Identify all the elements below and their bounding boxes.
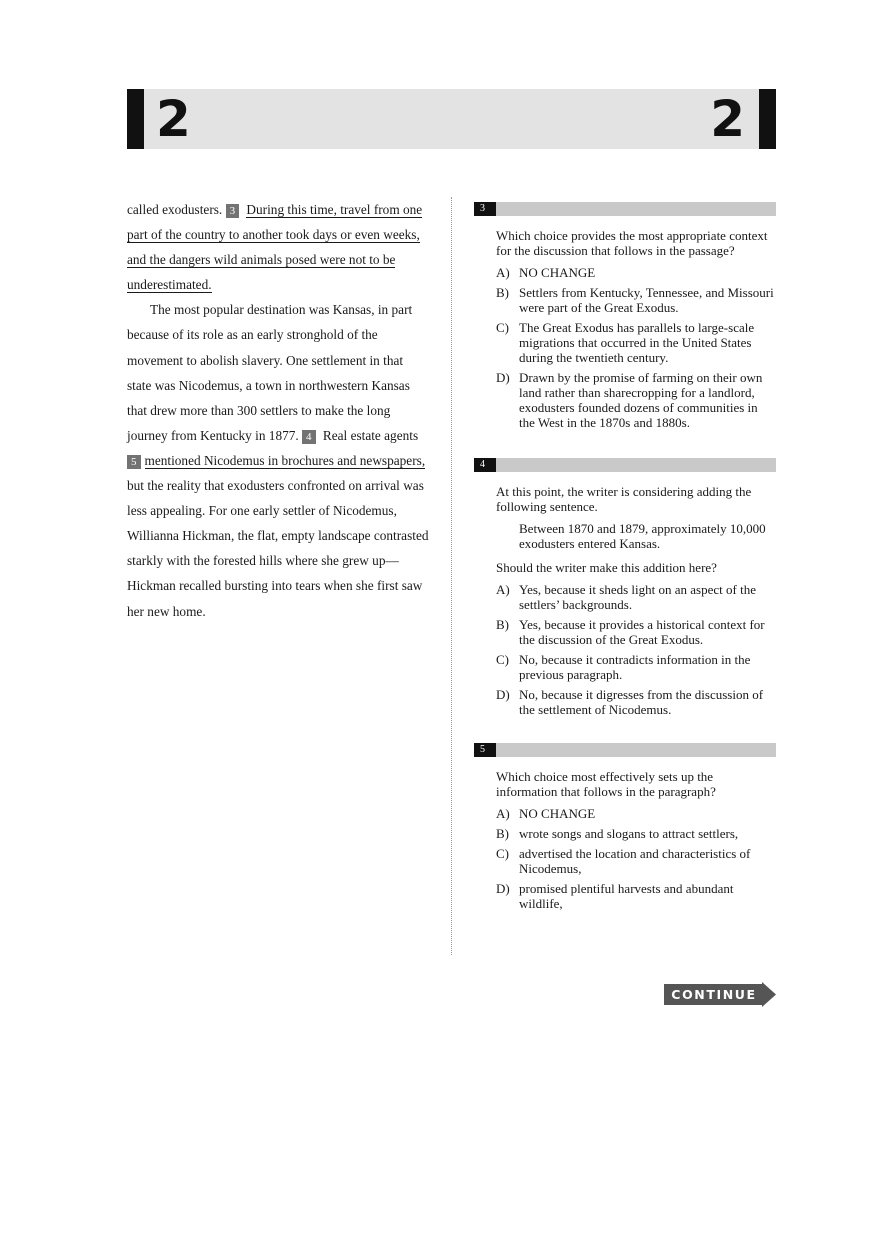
option-text: NO CHANGE: [519, 265, 596, 280]
passage-p2-text-b: Real estate agents: [322, 427, 419, 443]
underlined-phrase-3[interactable]: During this time, travel from one part of the country to another took days or even weeks, and the dangers wild animals posed were not to be underestimated.: [127, 202, 423, 293]
question-3-option-c[interactable]: [496, 320, 776, 365]
option-text: wrote songs and slogans to attract settlers,: [519, 826, 739, 841]
question-4-marker[interactable]: 4: [302, 430, 316, 444]
option-text: The Great Exodus has parallels to large-scale migrations that occurred in the United States during the twentieth century.: [519, 320, 755, 365]
question-5-option-d[interactable]: [496, 881, 776, 911]
question-4-option-d[interactable]: [496, 687, 776, 717]
header-left-bar: [127, 89, 144, 149]
question-5-stem: Which choice most effectively sets up the information that follows in the paragraph?: [496, 769, 716, 799]
option-letter: D): [496, 881, 510, 896]
column-divider: [451, 197, 452, 955]
question-3-option-d[interactable]: [496, 370, 776, 430]
passage-p1-lead: called exodusters.: [127, 202, 223, 217]
option-letter: C): [496, 652, 509, 667]
continue-button[interactable]: [664, 982, 776, 1007]
question-5-bar: [474, 743, 776, 757]
question-3-bar: [474, 202, 776, 216]
question-3-marker[interactable]: 3: [226, 204, 240, 218]
option-letter: A): [496, 806, 510, 821]
option-letter: A): [496, 582, 510, 597]
question-4-bar: [474, 458, 776, 472]
option-letter: A): [496, 265, 510, 280]
option-text: No, because it contradicts information in the previous paragraph.: [519, 652, 751, 682]
section-number-right: 2: [710, 90, 745, 148]
option-text: NO CHANGE: [519, 806, 596, 821]
option-letter: B): [496, 285, 509, 300]
option-text: No, because it digresses from the discussion of the settlement of Nicodemus.: [519, 687, 764, 717]
question-3-stem: Which choice provides the most appropriate context for the discussion that follows in the passage?: [496, 228, 768, 258]
option-text: Yes, because it sheds light on an aspect of the settlers’ backgrounds.: [519, 582, 756, 612]
option-letter: B): [496, 826, 509, 841]
question-4-insert-sentence: Between 1870 and 1879, approximately 10,000 exodusters entered Kansas.: [519, 521, 766, 551]
passage-paragraph-1: [127, 197, 430, 297]
question-4-option-b[interactable]: [496, 617, 776, 647]
option-letter: C): [496, 846, 509, 861]
question-5-option-b[interactable]: [496, 826, 776, 841]
option-letter: D): [496, 370, 510, 385]
question-4-question: Should the writer make this addition here?: [496, 560, 717, 575]
question-5-option-c[interactable]: [496, 846, 776, 876]
question-5-number: 5: [474, 743, 496, 757]
question-4: [474, 458, 776, 722]
underlined-phrase-5[interactable]: mentioned Nicodemus in brochures and newspapers,: [144, 452, 426, 468]
option-letter: D): [496, 687, 510, 702]
question-4-option-a[interactable]: [496, 582, 776, 612]
option-letter: C): [496, 320, 509, 335]
question-3-option-a[interactable]: [496, 265, 776, 280]
question-3-number: 3: [474, 202, 496, 216]
passage-p2-text-a: The most popular destination was Kansas, in part because of its role as an early stronghold of the movement to abolish slavery. One settlement in that state was Nicodemus, a town in northwestern Kansas that drew more than 300 settlers to make the long journey from Kentucky in 1877.: [127, 302, 413, 443]
option-text: Yes, because it provides a historical context for the discussion of the Great Exodus.: [519, 617, 765, 647]
question-3-option-b[interactable]: [496, 285, 776, 315]
passage-paragraph-2: [127, 297, 430, 623]
question-4-stem: At this point, the writer is considering adding the following sentence.: [496, 484, 752, 514]
question-4-option-c[interactable]: [496, 652, 776, 682]
question-5-marker[interactable]: 5: [127, 455, 141, 469]
question-4-number: 4: [474, 458, 496, 472]
option-text: Settlers from Kentucky, Tennessee, and Missouri were part of the Great Exodus.: [519, 285, 774, 315]
question-5-option-a[interactable]: [496, 806, 776, 821]
question-5: [474, 743, 776, 916]
passage-p2-text-c: but the reality that exodusters confronted on arrival was less appealing. For one early settler of Nicodemus, Willianna Hickman, the flat, empty landscape contrasted starkly with the forested hills where she grew up—Hickman recalled bursting into tears when she first saw her new home.: [127, 478, 429, 619]
option-text: advertised the location and characteristics of Nicodemus,: [519, 846, 751, 876]
option-text: Drawn by the promise of farming on their own land rather than sharecropping for a landlord, exodusters founded dozens of communities in the West in the 1870s and 1880s.: [519, 370, 763, 430]
option-text: promised plentiful harvests and abundant wildlife,: [519, 881, 734, 911]
continue-label: CONTINUE: [671, 987, 757, 1002]
section-number-left: 2: [156, 90, 191, 148]
header-right-bar: [759, 89, 776, 149]
section-header: [127, 89, 776, 149]
question-3: [474, 202, 776, 435]
passage-text: [127, 197, 430, 624]
option-letter: B): [496, 617, 509, 632]
